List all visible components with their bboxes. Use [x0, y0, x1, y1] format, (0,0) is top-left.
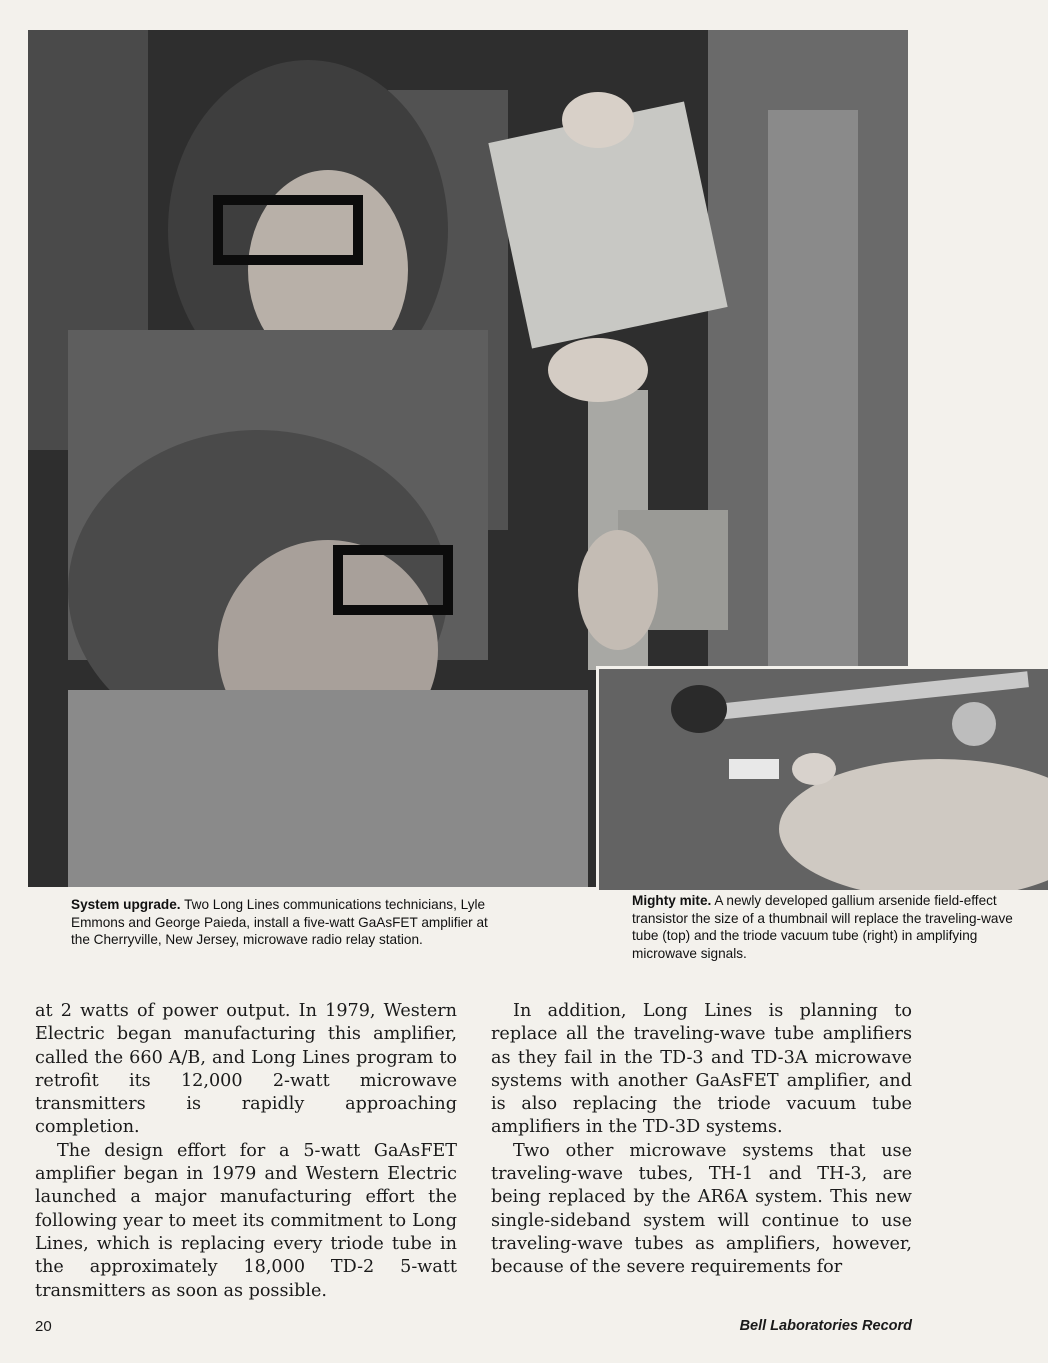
caption-mighty-mite	[632, 892, 1032, 962]
journal-title: Bell Laboratories Record	[739, 1318, 912, 1334]
paragraph: The design effort for a 5-watt GaAsFET amplifier began in 1979 and Western Electric launched a major manufacturing effort the following year to meet its commitment to Long Lines, which is replacing every triode tube in the approximately 18,000 TD-2 5-watt transmitters as soon as possible.	[35, 1140, 457, 1301]
paragraph: In addition, Long Lines is planning to replace all the traveling-wave tube amplifiers as they fail in the TD-3 and TD-3A microwave systems with another GaAsFET amplifier, and is also replacing the triode vacuum tube amplifiers in the TD-3D systems.	[491, 1001, 912, 1138]
body-column-left	[35, 1000, 457, 1303]
paragraph: Two other microwave systems that use traveling-wave tubes, TH-1 and TH-3, are being replaced by the AR6A system. This new single-sideband system will continue to use traveling-wave tubes as amplifiers, however, because of the severe requirements for	[491, 1140, 912, 1278]
caption-system-upgrade	[71, 896, 491, 949]
caption-left-text: Two Long Lines communications technicians, Lyle Emmons and George Paieda, install a five-watt GaAsFET amplifier at the Cherryville, New Jersey, microwave radio relay station.	[71, 897, 488, 947]
paragraph: at 2 watts of power output. In 1979, Western Electric began manufacturing this amplifier, called the 660 A/B, and Long Lines program to retrofit its 12,000 2-watt microwave transmitters is rapidly approaching completion.	[35, 1001, 457, 1138]
caption-right-text: A newly developed gallium arsenide field-effect transistor the size of a thumbnail will replace the traveling-wave tube (top) and the triode vacuum tube (right) in amplifying microwave signals.	[632, 893, 1013, 961]
body-column-right	[491, 1000, 912, 1280]
page-number: 20	[35, 1318, 52, 1335]
caption-right-title: Mighty mite.	[632, 893, 712, 908]
caption-left-title: System upgrade.	[71, 897, 181, 912]
photo-gaasfet-transistor	[596, 666, 1048, 890]
